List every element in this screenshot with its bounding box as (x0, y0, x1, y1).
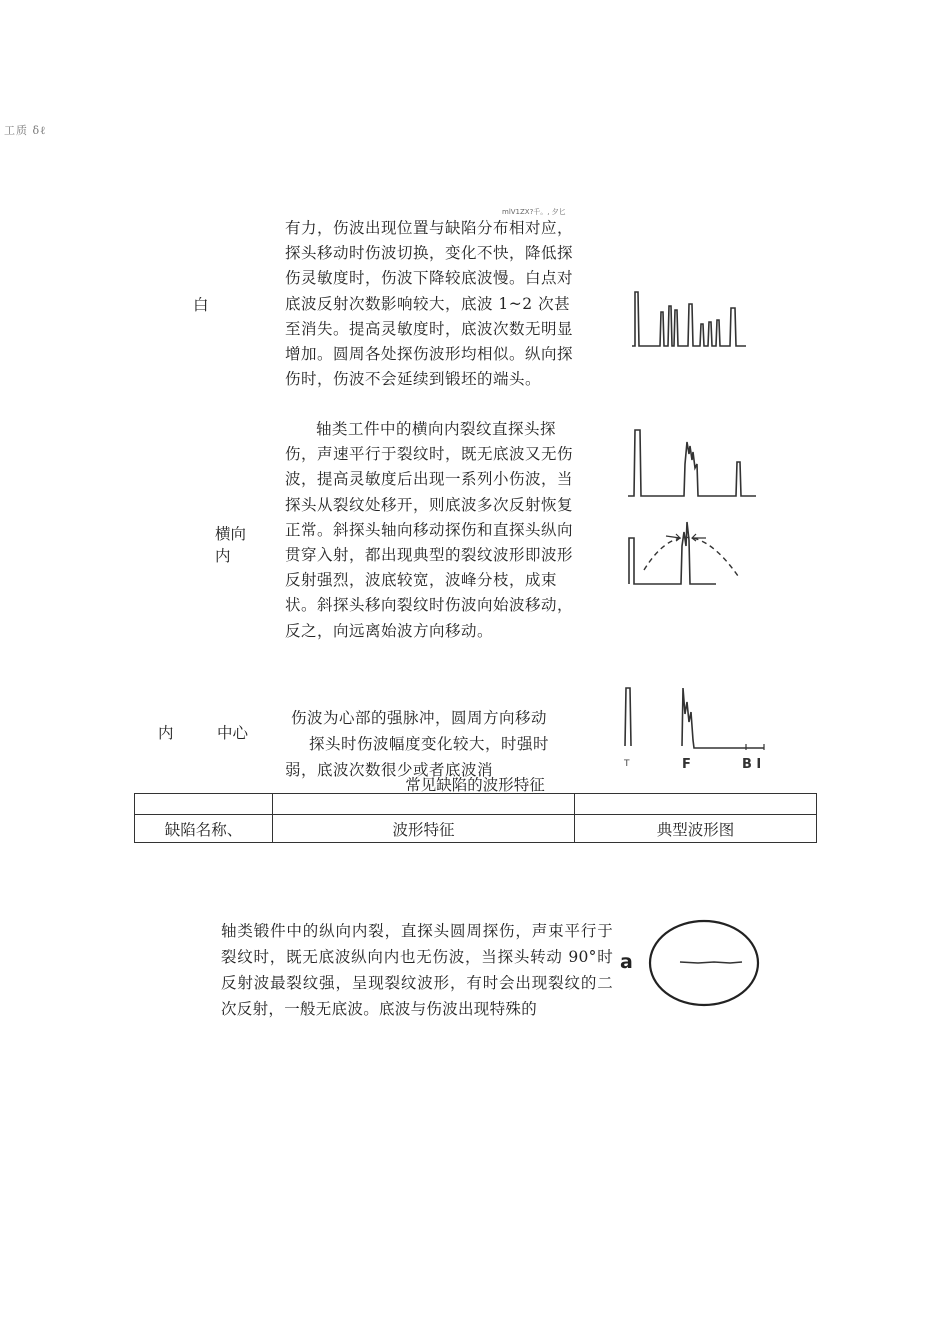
center-defect-label-inner: 内 (158, 724, 174, 742)
header-typical-waveform: 典型波形图 (575, 815, 817, 843)
white-spot-label: 白 (193, 296, 209, 314)
corner-mark: 工质 δℓ (4, 124, 47, 137)
header-defect-name: 缺陷名称、 (135, 815, 273, 843)
waveform-label-f: F (682, 757, 691, 772)
white-spot-waveform (630, 286, 750, 350)
white-spot-description: 有力，伤波出现位置与缺陷分布相对应，探头移动时伤波切换，变化不快，降低探伤灵敏度时，伤波下降较底波慢。白点对底波反射次数影响较大，底波 1~2 次甚至消失。提高灵敏度时，底波次数无明显增加。圆周各处探伤波形均相似。纵向探伤时，伤波不会延续到锻坯的端头。 (285, 219, 574, 389)
table-row (135, 794, 817, 815)
transverse-crack-text: 轴类工件中的横向内裂纹直探头探伤，声速平行于裂纹时，既无底波又无伤波，提高灵敏度后出现一系列小伤波，当探头从裂纹处移开，则底波多次反射恢复正常。斜探头轴向移动探伤和直探头纵向贯穿入射，都出现典型的裂纹波形即波形反射强烈，波底较宽，波峰分枝，成束状。斜探头移向裂纹时伤波向始波移动，反之，向远离始波方向移动。 (285, 420, 574, 640)
center-defect-line-3: 弱，底波次数很少或者底波消 (285, 761, 494, 779)
center-defect-line-2: 探头时伤波幅度变化较大，时强时 (309, 735, 550, 753)
longitudinal-crack-figure (618, 916, 768, 1012)
crack-line (680, 962, 742, 963)
transverse-crack-waveform-2 (626, 512, 746, 588)
defect-waveform-table (134, 793, 817, 843)
center-defect-waveform (620, 684, 770, 774)
waveform-label-b: B I (742, 757, 762, 772)
table-cell (135, 794, 273, 815)
longitudinal-crack-description: 轴类锻件中的纵向内裂，直探头圆周探伤，声束平行于裂纹时，既无底波纵向内也无伤波，当探头转动 90°时反射波最裂纹强，呈现裂纹波形，有时会出现裂纹的二次反射，一般无底波。底波与伤波出现特殊的 (221, 922, 613, 1018)
figure-label-a: a (620, 951, 633, 973)
tiny-note: mlV1ZX?千。, 夕匕 (502, 208, 566, 216)
table-header-row (135, 815, 817, 843)
transverse-crack-waveform-1 (626, 424, 758, 500)
center-defect-line-1: 伤波为心部的强脉冲，圆周方向移动 (291, 709, 548, 727)
waveform-label-t: T (624, 759, 630, 769)
transverse-crack-description (285, 417, 575, 644)
header-waveform-features: 波形特征 (273, 815, 575, 843)
center-defect-description (285, 705, 581, 779)
center-defect-label-center: 中心 (217, 724, 249, 742)
table-caption: 常见缺陷的波形特征 (405, 776, 545, 794)
transverse-crack-label: 横向内 (215, 525, 247, 565)
table-cell (273, 794, 575, 815)
table-cell (575, 794, 817, 815)
